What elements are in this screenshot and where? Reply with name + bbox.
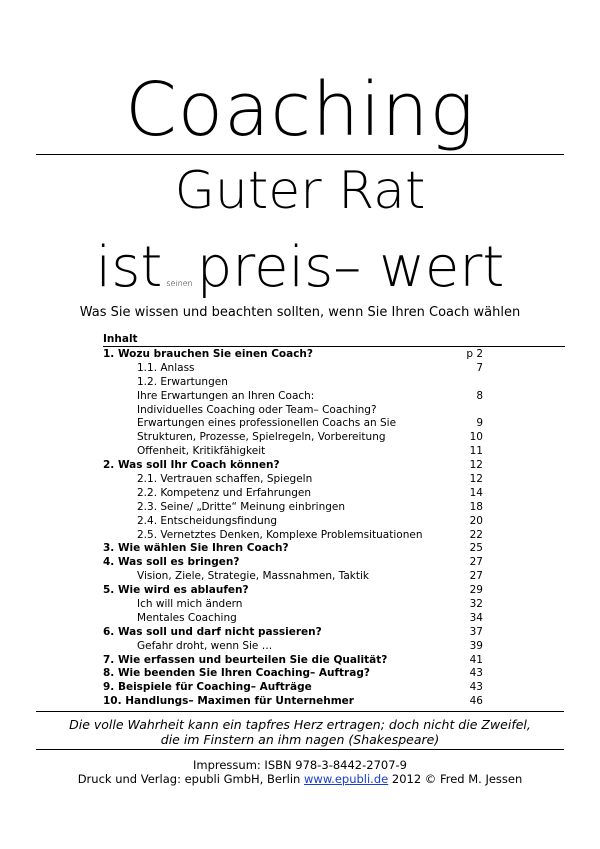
toc-entry-title: Erwartungen eines professionellen Coachs an Sie — [137, 417, 397, 430]
title-coaching: Coaching — [125, 67, 475, 153]
imprint-publisher-text: Druck und Verlag: epubli GmbH, Berlin — [77, 772, 301, 786]
toc-entry-page: p 2 — [466, 348, 483, 360]
toc-entry — [103, 570, 483, 584]
toc-entry — [103, 473, 483, 487]
imprint — [0, 758, 600, 786]
toc-heading: Inhalt — [103, 332, 565, 347]
toc-entry — [103, 626, 483, 640]
toc-entry-page: 27 — [469, 556, 483, 569]
subtitle: Was Sie wissen und beachten sollten, wenn Sie Ihren Coach wählen — [79, 305, 521, 320]
toc-entry — [103, 640, 483, 654]
toc-entry-title: 2. Was soll Ihr Coach können? — [103, 459, 280, 472]
quote-divider-bottom — [36, 749, 564, 750]
title-preis-wert — [0, 235, 600, 314]
toc-entry-page: 18 — [469, 500, 483, 513]
toc-entry — [103, 695, 483, 709]
toc-entry-title: 1. Wozu brauchen Sie einen Coach? — [103, 348, 313, 360]
toc-entry-title: 2.1. Vertrauen schaffen, Spiegeln — [137, 473, 313, 486]
toc-entry — [103, 598, 483, 612]
toc-entry-title: 2.4. Entscheidungsfindung — [137, 514, 278, 527]
title-divider — [36, 154, 564, 155]
toc-entry-title: 2.3. Seine/ „Dritte“ Meinung einbringen — [137, 500, 346, 513]
publisher-link[interactable]: www.epubli.de — [304, 772, 389, 786]
toc-entry — [103, 404, 483, 418]
title-seinen: seinen — [166, 279, 193, 288]
quote-line-1: Die volle Wahrheit kann ein tapfres Herz ertragen; doch nicht die Zweifel, — [69, 717, 531, 732]
toc-entry-title: 9. Beispiele für Coaching– Aufträge — [103, 681, 312, 694]
toc-entry-page: 9 — [476, 417, 483, 430]
toc-entry — [103, 681, 483, 695]
table-of-contents — [103, 332, 483, 709]
toc-entry-page: 32 — [469, 598, 483, 611]
toc-entry — [103, 584, 483, 598]
quote — [0, 717, 600, 747]
toc-entry-page: 43 — [469, 681, 483, 694]
toc-entry-page: 37 — [469, 625, 483, 638]
toc-entry-page: 11 — [469, 445, 483, 458]
toc-entry — [103, 348, 483, 362]
toc-entry-page: 12 — [469, 459, 483, 472]
toc-entry-page: 10 — [469, 431, 483, 444]
toc-entry — [103, 612, 483, 626]
toc-entry — [103, 667, 483, 681]
quote-divider-top — [36, 711, 564, 712]
toc-entry — [103, 542, 483, 556]
toc-entry — [103, 390, 483, 404]
toc-entry-title: 7. Wie erfassen und beurteilen Sie die Qualität? — [103, 653, 388, 666]
toc-entry-title: Gefahr droht, wenn Sie … — [137, 639, 273, 652]
toc-entry-page: 20 — [469, 514, 483, 527]
toc-entry — [103, 529, 483, 543]
toc-entry-title: Individuelles Coaching oder Team– Coaching? — [137, 403, 377, 416]
toc-entry — [103, 654, 483, 668]
title-guter-rat: Guter Rat — [174, 161, 426, 221]
toc-entry-title: 5. Wie wird es ablaufen? — [103, 584, 249, 597]
toc-entry-title: 10. Handlungs– Maximen für Unternehmer — [103, 695, 354, 708]
toc-entry-title: 1.1. Anlass — [137, 361, 195, 374]
toc-entry — [103, 376, 483, 390]
toc-entry — [103, 515, 483, 529]
toc-entry-page: 43 — [469, 667, 483, 680]
toc-entry-page: 8 — [476, 389, 483, 402]
toc-entry — [103, 445, 483, 459]
toc-entry-title: 4. Was soll es bringen? — [103, 556, 240, 569]
toc-entry-title: 3. Wie wählen Sie Ihren Coach? — [103, 542, 289, 555]
toc-entry-page: 22 — [469, 528, 483, 541]
toc-entry-title: Strukturen, Prozesse, Spielregeln, Vorbereitung — [137, 431, 386, 444]
toc-entry — [103, 556, 483, 570]
toc-entry — [103, 362, 483, 376]
toc-entry-title: Vision, Ziele, Strategie, Massnahmen, Taktik — [137, 570, 369, 583]
toc-entry-page: 27 — [469, 570, 483, 583]
toc-entry-page: 7 — [476, 361, 483, 374]
toc-entry-title: 2.2. Kompetenz und Erfahrungen — [137, 486, 312, 499]
toc-entry-title: 6. Was soll und darf nicht passieren? — [103, 625, 322, 638]
toc-entry — [103, 501, 483, 515]
toc-entry — [103, 487, 483, 501]
title-ist: ist — [95, 235, 163, 300]
toc-list — [103, 348, 483, 709]
toc-entry — [103, 459, 483, 473]
toc-entry-page: 39 — [469, 639, 483, 652]
imprint-copyright: 2012 © Fred M. Jessen — [391, 772, 523, 786]
quote-line-2: die im Finstern an ihm nagen (Shakespeare) — [160, 732, 440, 747]
toc-entry-title: Offenheit, Kritikfähigkeit — [137, 445, 266, 458]
toc-entry-title: Ich will mich ändern — [137, 598, 243, 611]
toc-entry-title: 8. Wie beenden Sie Ihren Coaching– Auftrag? — [103, 667, 370, 680]
toc-entry-page: 41 — [469, 653, 483, 666]
toc-entry — [103, 431, 483, 445]
toc-entry-page: 34 — [469, 611, 483, 624]
toc-entry-page: 14 — [469, 486, 483, 499]
imprint-publisher — [0, 772, 600, 786]
title-preis: preis– wert — [196, 235, 505, 300]
toc-entry-title: 1.2. Erwartungen — [137, 375, 228, 388]
toc-entry-page: 46 — [469, 695, 483, 708]
toc-entry-title: 2.5. Vernetztes Denken, Komplexe Problemsituationen — [137, 528, 423, 541]
toc-entry-page: 12 — [469, 473, 483, 486]
toc-entry-title: Ihre Erwartungen an Ihren Coach: — [137, 389, 315, 402]
toc-entry-page: 29 — [469, 584, 483, 597]
toc-entry-title: Mentales Coaching — [137, 611, 237, 624]
toc-entry-page: 25 — [469, 542, 483, 555]
toc-entry — [103, 417, 483, 431]
imprint-isbn: Impressum: ISBN 978-3-8442-2707-9 — [192, 758, 407, 772]
